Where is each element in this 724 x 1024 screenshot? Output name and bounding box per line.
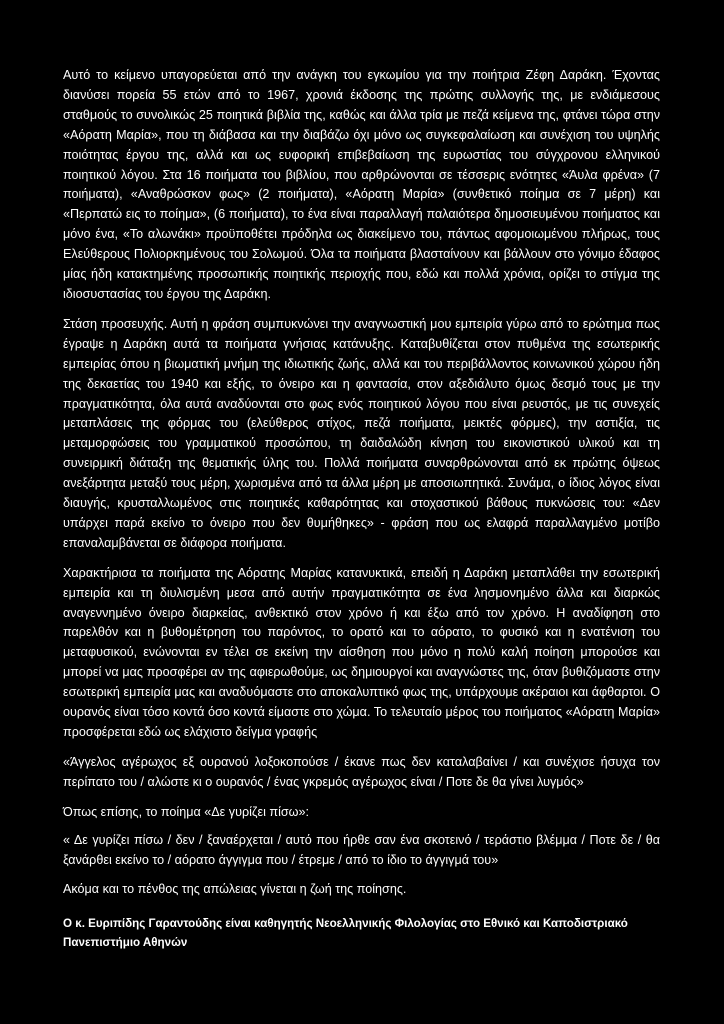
paragraph-also-poem: Όπως επίσης, το ποίημα «Δε γυρίζει πίσω»: <box>63 804 309 819</box>
article-body <box>63 66 660 962</box>
paragraph-closing: Ακόμα και το πένθος της απώλειας γίνεται η ζωή της ποίησης. <box>63 882 407 897</box>
poem-quote-angel: «Άγγελος αγέρωχος εξ ουρανού λοξοκοπούσε / έκανε πως δεν καταλαβαίνει / και συνέχισε ήσυχα τον περίπατο του / αλώστε κι ο ουρανός / ένας γκρεμός αγέρωχος είναι / Ποτε δε θα γίνει λυγμός» <box>63 754 660 789</box>
poem-quote-does-not-return: « Δε γυρίζει πίσω / δεν / ξαναέρχεται / αυτό που ήρθε σαν ένα σκοτεινό / τεράστιο βλέμμα / Ποτε δε / θα ξανάρθει εκείνο το / αόρατο άγγιγμα που / έτρεμε / από το ίδιο το άγγιγμά του» <box>63 832 660 867</box>
paragraph-intro: Αυτό το κείμενο υπαγορεύεται από την ανάγκη του εγκωμίου για την ποιήτρια Ζέφη Δαράκη. Έχοντας διανύσει πορεία 55 ετών από το 1967, χρονιά έκδοσης της πρώτης συλλογής της, με ενδιάμεσους σταθμούς το συνολικώς 25 ποιητικά βιβλία της, καθώς και άλλα τρία με πεζά κείμενα της, φτάνει τώρα στην «Αόρατη Μαρία», που τη διάβασα και την διαβάζω όχι μόνο ως συγκεφαλαίωση και συνέχιση του υψηλής ποιότητας έργου της, αλλά και ως ευφορική επιβεβαίωση της ευρωστίας του σύγχρονου ελληνικού ποιητικού λόγου. Στα 16 ποιήματα του βιβλίου, που αρθρώνονται σε τέσσερις ενότητες «Άυλα φρένα» (7 ποιήματα), «Αναθρώσκον φως» (2 ποιήματα), «Αόρατη Μαρία» (συνθετικό ποίημα σε 7 μέρη) και «Περπατώ εις το ποίημα», (6 ποιήματα), το ένα είναι παραλλαγή παλαιότερα δημοσιευμένου ποιήματος και μόνο ένα, «Το αλωνάκι» προϋποθέτει πρόδηλα ως διακείμενο του, πάντως αφομοιωμένου πλήρως, τους Ελεύθερους Πολιορκημένους του Σολωμού. Όλα τα ποιήματα βλασταίνουν και βάλλουν στο γόνιμο έδαφος μίας ήδη κατακτημένης προσωπικής ποιητικής περιοχής που, εδώ και πολλά χρόνια, ορίζει το στίγμα της ιδιοσυστασίας του έργου της Δαράκη. <box>63 68 660 301</box>
paragraph-prayer-stance: Στάση προσευχής. Αυτή η φράση συμπυκνώνει την αναγνωστική μου εμπειρία γύρω από το ερώτημα πως έγραψε η Δαράκη αυτά τα ποιήματα γνήσιας κατάνυξης. Καταβυθίζεται στον πυθμένα της εσωτερικής εμπειρίας όπου η βιωματική μνήμη της ιδιωτικής ζωής, αλλά και του περιβάλλοντος κοινωνικού χώρου ήδη της δεκαετίας του 1940 και εξής, το όνειρο και η φαντασία, στον αξεδιάλυτο όμως δεσμό τους με την πραγματικότητα, όλα αυτά αναδύονται στο φως ενός ποιητικού λόγου που είναι ρευστός, με τις συνεχείς μεταπλάσεις της φόρμας του (ελεύθερος στίχος, πεζά ποιήματα, μεικτές φόρμες), την αστιξία, τις μεταμορφώσεις του γραμματικού προσώπου, τη δαιδαλώδη κίνηση του εικονιστικού υλικού και τη συνειρμική διάταξη της θεματικής ύλης του. Πολλά ποιήματα συναρθρώνονται από εκ πρώτης όψεως ανεξάρτητα μεταξύ τους μέρη, χωρισμένα από τα άλλα μέρη με αποσιωπητικά. Συνάμα, ο ίδιος λόγος είναι διαυγής, κρυσταλλωμένος στις ποιητικές καθαρότητας και στοχαστικού βάθους πυκνώσεις του: «Δεν υπάρχει παρά εκείνο το όνειρο που δεν θυμήθηκες» - φράση που ως ελαφρά παραλλαγμένο μοτίβο επαναλαμβάνεται σε διάφορα ποιήματα. <box>63 316 660 550</box>
author-note: Ο κ. Ευριπίδης Γαραντούδης είναι καθηγητής Νεοελληνικής Φιλολογίας στο Εθνικό και Καποδιστριακό Πανεπιστήμιο Αθηνών <box>63 917 628 950</box>
paragraph-invisible-maria: Χαρακτήρισα τα ποιήματα της Αόρατης Μαρίας κατανυκτικά, επειδή η Δαράκη μεταπλάθει την εσωτερική εμπειρία και τη διυλισμένη μεσα από αυτήν πραγματικότητα σε ένα λησμονημένο άλλα και διαρκώς αναγεννημένο όνειρο διαρκείας, ανθεκτικό στον χρόνο ή και έξω από τον χρόνο. Η αναδίφηση στο παρελθόν και η βυθομέτρηση του παρόντος, το ορατό και το αόρατο, το φυσικό και η ενατένιση του μεταφυσικού, ενώνονται εν τέλει σε εκείνη την αίσθηση που μόνο η πολύ καλή ποίηση μπορούσε και μπορεί να μας προσφέρει αν της αφιερωθούμε, ως δημιουργοί και αναγνώστες της, όταν βυθιζόμαστε στην εσωτερική εμπειρία μας και αναδυόμαστε στο αποκαλυπτικό φως της, υπάρχουμε ακέραιοι και άφθαρτοι. Ο ουρανός είναι τόσο κοντά όσο κοντά είμαστε στο χώμα. Το τελευταίο μέρος του ποιήματος «Αόρατη Μαρία» προσφέρεται εδώ ως ελάχιστο δείγμα γραφής <box>63 565 660 739</box>
